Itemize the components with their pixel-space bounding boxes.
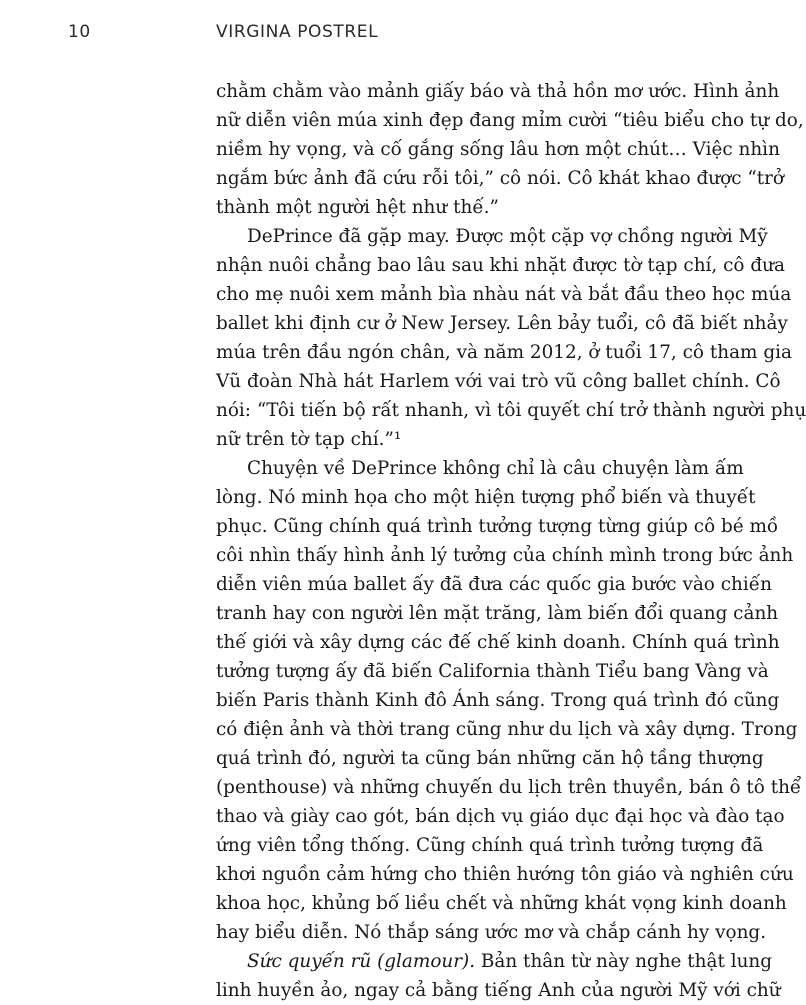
text-line: chằm chằm vào mảnh giấy báo và thả hồn mơ ước. Hình ảnh	[216, 81, 780, 102]
text-line: thành một người hệt như thế.”	[216, 197, 499, 218]
text-line: ứng viên tổng thống. Cũng chính quá trình tưởng tượng đã	[216, 835, 764, 856]
paragraph	[216, 454, 802, 947]
paragraph	[216, 222, 806, 454]
text-line: diễn viên múa ballet ấy đã đưa các quốc gia bước vào chiến	[216, 574, 772, 595]
text-line: niềm hy vọng, và cố gắng sống lâu hơn một chút… Việc nhìn	[216, 139, 780, 160]
text-line: ballet khi định cư ở New Jersey. Lên bảy tuổi, cô đã biết nhảy	[216, 313, 788, 334]
text-run: Bản thân từ này nghe thật lung	[475, 951, 773, 972]
text-line: hay biểu diễn. Nó thắp sáng ước mơ và chắp cánh hy vọng.	[216, 922, 767, 943]
text-line: linh huyền ảo, ngay cả bằng tiếng Anh của người Mỹ với chữ	[216, 980, 781, 1001]
text-line: tranh hay con người lên mặt trăng, làm biến đổi quang cảnh	[216, 603, 779, 624]
text-line: Vũ đoàn Nhà hát Harlem với vai trò vũ công ballet chính. Cô	[216, 371, 781, 392]
page-number: 10	[68, 22, 91, 42]
text-line: cho mẹ nuôi xem mảnh bìa nhàu nát và bắt đầu theo học múa	[216, 284, 792, 305]
text-line: nhận nuôi chẳng bao lâu sau khi nhặt được tờ tạp chí, cô đưa	[216, 255, 785, 276]
text-line: lòng. Nó minh họa cho một hiện tượng phổ biến và thuyết	[216, 487, 756, 508]
text-line: phục. Cũng chính quá trình tưởng tượng từng giúp cô bé mồ	[216, 516, 779, 537]
text-line: Chuyện về DePrince không chỉ là câu chuyện làm ấm	[247, 458, 744, 479]
text-line: nói: “Tôi tiến bộ rất nhanh, vì tôi quyết chí trở thành người phụ	[216, 400, 806, 421]
text-line: ngắm bức ảnh đã cứu rỗi tôi,” cô nói. Cô khát khao được “trở	[216, 168, 784, 189]
text-line: DePrince đã gặp may. Được một cặp vợ chồng người Mỹ	[247, 226, 768, 247]
paragraph	[216, 77, 804, 222]
text-line: nữ diễn viên múa xinh đẹp đang mỉm cười “tiêu biểu cho tự do,	[216, 110, 804, 131]
text-line: nữ trên tờ tạp chí.”¹	[216, 429, 402, 450]
text-line: tưởng tượng ấy đã biến California thành Tiểu bang Vàng và	[216, 661, 769, 682]
running-head	[68, 22, 760, 48]
text-line: biến Paris thành Kinh đô Ánh sáng. Trong quá trình đó cũng	[216, 690, 780, 711]
text-line: khơi nguồn cảm hứng cho thiên hướng tôn giáo và nghiên cứu	[216, 864, 794, 885]
italic-term: Sức quyến rũ (glamour).	[247, 951, 476, 972]
text-line: thế giới và xây dựng các đế chế kinh doanh. Chính quá trình	[216, 632, 780, 653]
text-line: có điện ảnh và thời trang cũng như du lịch và xây dựng. Trong	[216, 719, 798, 740]
running-head-author: VIRGINA POSTREL	[216, 22, 379, 42]
text-line: côi nhìn thấy hình ảnh lý tưởng của chính mình trong bức ảnh	[216, 545, 794, 566]
text-line: múa trên đầu ngón chân, và năm 2012, ở tuổi 17, cô tham gia	[216, 342, 792, 363]
text-line: thao và giày cao gót, bán dịch vụ giáo dục đại học và đào tạo	[216, 806, 785, 827]
text-line: khoa học, khủng bố liều chết và những khát vọng kinh doanh	[216, 893, 787, 914]
text-line: quá trình đó, người ta cũng bán những căn hộ tầng thượng	[216, 748, 764, 769]
text-line	[216, 947, 773, 976]
paragraph	[216, 947, 781, 1005]
text-line: (penthouse) và những chuyến du lịch trên thuyền, bán ô tô thể	[216, 777, 802, 798]
body-text	[216, 77, 806, 1005]
